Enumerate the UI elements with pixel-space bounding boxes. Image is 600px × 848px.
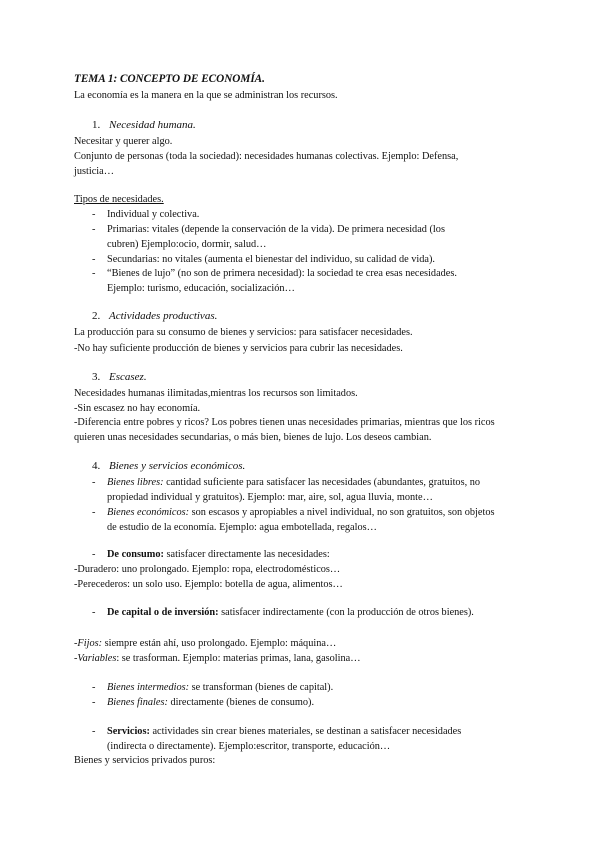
paragraph-line: quieren unas necesidades secundarias, o más bien, bienes de lujo. Los deseos cambian.: [74, 432, 432, 443]
paragraph-line: -No hay suficiente producción de bienes y servicios para cubrir las necesidades.: [74, 343, 403, 354]
list-item-text: Bienes libres: cantidad suficiente para satisfacer las necesidades (abundantes, gratuitos, no propiedad individual y gratuitos). Ejemplo: mar, aire, sol, agua lluvia, monte…: [107, 477, 481, 503]
paragraph-line: -Duradero: uno prolongado. Ejemplo: ropa, electrodomésticos…: [74, 564, 341, 575]
section-number: 2.: [92, 310, 101, 322]
section-title: Escasez.: [109, 371, 147, 383]
section-title: Necesidad humana.: [109, 119, 196, 131]
bullet-dash: -: [92, 697, 96, 708]
subheading-tipos: Tipos de necesidades.: [74, 194, 164, 205]
list-item-text: De consumo: satisfacer directamente las necesidades:: [107, 549, 330, 560]
section-number: 3.: [92, 371, 101, 383]
paragraph-line: La producción para su consumo de bienes y servicios: para satisfacer necesidades.: [74, 327, 413, 338]
page-title: TEMA 1: CONCEPTO DE ECONOMÍA.: [74, 73, 265, 85]
bullet-dash: -: [92, 268, 96, 279]
list-item-text: Bienes económicos: son escasos y apropiables a nivel individual, no son gratuitos, son objetos de estudio de la economía. Ejemplo: agua embotellada, regalos…: [107, 507, 495, 533]
list-item-text: “Bienes de lujo” (no son de primera necesidad): la sociedad te crea esas necesidades. Ejemplo: turismo, educación, socialización…: [107, 268, 457, 294]
bullet-dash: -: [92, 549, 96, 560]
list-item-text: Bienes intermedios: se transforman (bienes de capital).: [107, 682, 334, 693]
paragraph-line: -Sin escasez no hay economía.: [74, 403, 201, 414]
intro-text: La economía es la manera en la que se administran los recursos.: [74, 90, 338, 101]
bullet-dash: -: [92, 507, 96, 518]
paragraph-line: Bienes y servicios privados puros:: [74, 755, 216, 766]
section-number: 4.: [92, 460, 101, 472]
paragraph-line: Necesitar y querer algo.: [74, 136, 173, 147]
paragraph-line: -Variables: se trasforman. Ejemplo: materias primas, lana, gasolina…: [74, 653, 361, 664]
bullet-dash: -: [92, 224, 96, 235]
bullet-dash: -: [92, 682, 96, 693]
list-item-text: Secundarias: no vitales (aumenta el bienestar del individuo, su calidad de vida).: [107, 254, 435, 265]
section-heading-3: [92, 370, 147, 385]
bullet-dash: -: [92, 209, 96, 220]
bullet-dash: -: [92, 726, 96, 737]
section-title: Actividades productivas.: [109, 310, 218, 322]
section-heading-1: [92, 118, 196, 133]
paragraph-line: -Diferencia entre pobres y ricos? Los pobres tienen unas necesidades primarias, mientras que los ricos: [74, 417, 495, 428]
section-number: 1.: [92, 119, 101, 131]
section-heading-4: [92, 459, 245, 474]
paragraph-line: Necesidades humanas ilimitadas,mientras los recursos son limitados.: [74, 388, 358, 399]
bullet-dash: -: [92, 477, 96, 488]
paragraph-line: justicia…: [74, 166, 115, 177]
bullet-dash: -: [92, 254, 96, 265]
list-item-text: Primarias: vitales (depende la conservación de la vida). De primera necesidad (los cubren) Ejemplo:ocio, dormir, salud…: [107, 224, 445, 250]
section-title: Bienes y servicios económicos.: [109, 460, 246, 472]
list-item-text: Servicios: actividades sin crear bienes materiales, se destinan a satisfacer necesidades (indirecta o directamente). Ejemplo:escritor, transporte, educación…: [107, 726, 462, 752]
paragraph-line: Conjunto de personas (toda la sociedad): necesidades humanas colectivas. Ejemplo: Defensa,: [74, 151, 459, 162]
list-item-text: De capital o de inversión: satisfacer indirectamente (con la producción de otros bienes).: [107, 607, 474, 618]
list-item-text: Bienes finales: directamente (bienes de consumo).: [107, 697, 315, 708]
list-item-text: Individual y colectiva.: [107, 209, 200, 220]
bullet-dash: -: [92, 607, 96, 618]
paragraph-line: -Perecederos: un solo uso. Ejemplo: botella de agua, alimentos…: [74, 579, 343, 590]
section-heading-2: [92, 309, 217, 324]
paragraph-line: -Fijos: siempre están ahí, uso prolongado. Ejemplo: máquina…: [74, 638, 337, 649]
